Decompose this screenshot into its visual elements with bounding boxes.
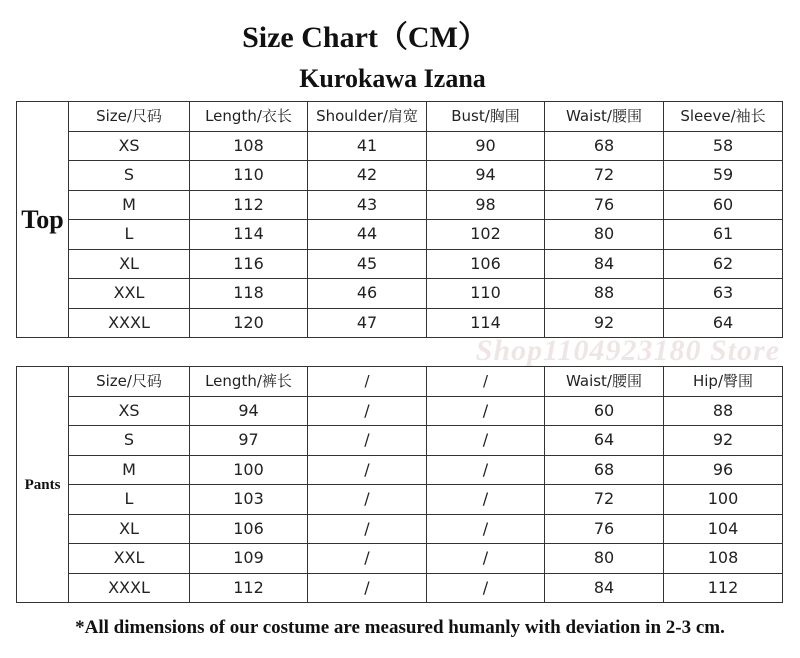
top-section-label: Top bbox=[17, 102, 69, 338]
top-column-header: Length/衣长 bbox=[190, 102, 308, 132]
pants-value-cell: 72 bbox=[545, 485, 664, 515]
pants-column-header: Size/尺码 bbox=[69, 367, 190, 397]
top-value-cell: 112 bbox=[190, 190, 308, 220]
top-table-row bbox=[17, 249, 783, 279]
top-value-cell: 64 bbox=[664, 308, 783, 338]
pants-value-cell: / bbox=[308, 485, 427, 515]
top-table-row bbox=[17, 131, 783, 161]
pants-size-cell: L bbox=[69, 485, 190, 515]
pants-table-body bbox=[17, 367, 783, 603]
pants-value-cell: / bbox=[427, 455, 545, 485]
pants-value-cell: / bbox=[308, 426, 427, 456]
pants-size-table bbox=[16, 366, 783, 603]
top-value-cell: 108 bbox=[190, 131, 308, 161]
top-value-cell: 114 bbox=[190, 220, 308, 250]
top-value-cell: 45 bbox=[308, 249, 427, 279]
top-value-cell: 68 bbox=[545, 131, 664, 161]
top-size-cell: XS bbox=[69, 131, 190, 161]
pants-column-header: / bbox=[427, 367, 545, 397]
pants-table-row bbox=[17, 544, 783, 574]
top-value-cell: 88 bbox=[545, 279, 664, 309]
top-column-header: Waist/腰围 bbox=[545, 102, 664, 132]
top-value-cell: 80 bbox=[545, 220, 664, 250]
top-value-cell: 92 bbox=[545, 308, 664, 338]
top-value-cell: 116 bbox=[190, 249, 308, 279]
store-watermark: Shop1104923180 Store bbox=[475, 334, 780, 367]
pants-value-cell: 68 bbox=[545, 455, 664, 485]
top-value-cell: 60 bbox=[664, 190, 783, 220]
pants-column-header: Hip/臀围 bbox=[664, 367, 783, 397]
top-value-cell: 42 bbox=[308, 161, 427, 191]
top-size-cell: L bbox=[69, 220, 190, 250]
measurement-footnote: *All dimensions of our costume are measured humanly with deviation in 2-3 cm. bbox=[75, 617, 725, 638]
top-size-cell: S bbox=[69, 161, 190, 191]
top-value-cell: 102 bbox=[427, 220, 545, 250]
top-column-header: Shoulder/肩宽 bbox=[308, 102, 427, 132]
pants-value-cell: / bbox=[308, 544, 427, 574]
top-value-cell: 62 bbox=[664, 249, 783, 279]
pants-size-cell: XS bbox=[69, 396, 190, 426]
pants-header-row bbox=[17, 367, 783, 397]
pants-table-row bbox=[17, 573, 783, 603]
pants-value-cell: 109 bbox=[190, 544, 308, 574]
pants-value-cell: / bbox=[427, 396, 545, 426]
pants-size-cell: XXL bbox=[69, 544, 190, 574]
pants-size-cell: XL bbox=[69, 514, 190, 544]
page-subtitle: Kurokawa Izana bbox=[299, 64, 486, 93]
pants-value-cell: / bbox=[308, 396, 427, 426]
pants-value-cell: 112 bbox=[190, 573, 308, 603]
pants-value-cell: 96 bbox=[664, 455, 783, 485]
top-value-cell: 114 bbox=[427, 308, 545, 338]
pants-value-cell: 106 bbox=[190, 514, 308, 544]
top-size-cell: M bbox=[69, 190, 190, 220]
top-value-cell: 94 bbox=[427, 161, 545, 191]
top-value-cell: 110 bbox=[427, 279, 545, 309]
pants-size-cell: M bbox=[69, 455, 190, 485]
pants-value-cell: / bbox=[308, 573, 427, 603]
top-column-header: Sleeve/袖长 bbox=[664, 102, 783, 132]
pants-value-cell: 60 bbox=[545, 396, 664, 426]
pants-value-cell: 104 bbox=[664, 514, 783, 544]
top-value-cell: 90 bbox=[427, 131, 545, 161]
pants-value-cell: / bbox=[308, 455, 427, 485]
pants-table-row bbox=[17, 426, 783, 456]
top-table-row bbox=[17, 220, 783, 250]
page-title: Size Chart（CM） bbox=[242, 21, 488, 54]
top-table-row bbox=[17, 279, 783, 309]
top-value-cell: 84 bbox=[545, 249, 664, 279]
pants-column-header: / bbox=[308, 367, 427, 397]
pants-section-label: Pants bbox=[17, 367, 69, 603]
pants-value-cell: 103 bbox=[190, 485, 308, 515]
top-value-cell: 41 bbox=[308, 131, 427, 161]
top-value-cell: 44 bbox=[308, 220, 427, 250]
top-value-cell: 47 bbox=[308, 308, 427, 338]
top-table-row bbox=[17, 190, 783, 220]
pants-value-cell: / bbox=[427, 544, 545, 574]
pants-table-row bbox=[17, 514, 783, 544]
pants-value-cell: / bbox=[427, 485, 545, 515]
top-header-row bbox=[17, 102, 783, 132]
top-value-cell: 46 bbox=[308, 279, 427, 309]
pants-value-cell: 100 bbox=[664, 485, 783, 515]
top-value-cell: 120 bbox=[190, 308, 308, 338]
pants-value-cell: 112 bbox=[664, 573, 783, 603]
top-value-cell: 43 bbox=[308, 190, 427, 220]
pants-value-cell: / bbox=[308, 514, 427, 544]
top-size-table bbox=[16, 101, 783, 338]
top-value-cell: 110 bbox=[190, 161, 308, 191]
pants-value-cell: 64 bbox=[545, 426, 664, 456]
pants-size-cell: S bbox=[69, 426, 190, 456]
top-column-header: Bust/胸围 bbox=[427, 102, 545, 132]
pants-table-row bbox=[17, 485, 783, 515]
pants-column-header: Waist/腰围 bbox=[545, 367, 664, 397]
pants-value-cell: 97 bbox=[190, 426, 308, 456]
pants-value-cell: 94 bbox=[190, 396, 308, 426]
top-column-header: Size/尺码 bbox=[69, 102, 190, 132]
pants-value-cell: / bbox=[427, 426, 545, 456]
top-value-cell: 61 bbox=[664, 220, 783, 250]
pants-table-row bbox=[17, 396, 783, 426]
top-table-body bbox=[17, 102, 783, 338]
top-value-cell: 118 bbox=[190, 279, 308, 309]
pants-column-header: Length/裤长 bbox=[190, 367, 308, 397]
pants-value-cell: 108 bbox=[664, 544, 783, 574]
top-value-cell: 106 bbox=[427, 249, 545, 279]
top-table-row bbox=[17, 161, 783, 191]
top-value-cell: 63 bbox=[664, 279, 783, 309]
pants-value-cell: 100 bbox=[190, 455, 308, 485]
pants-value-cell: 92 bbox=[664, 426, 783, 456]
top-value-cell: 58 bbox=[664, 131, 783, 161]
top-value-cell: 98 bbox=[427, 190, 545, 220]
pants-value-cell: 76 bbox=[545, 514, 664, 544]
top-value-cell: 72 bbox=[545, 161, 664, 191]
top-size-cell: XXL bbox=[69, 279, 190, 309]
top-size-cell: XXXL bbox=[69, 308, 190, 338]
pants-value-cell: 88 bbox=[664, 396, 783, 426]
pants-value-cell: / bbox=[427, 573, 545, 603]
pants-size-cell: XXXL bbox=[69, 573, 190, 603]
pants-value-cell: 80 bbox=[545, 544, 664, 574]
pants-value-cell: / bbox=[427, 514, 545, 544]
pants-value-cell: 84 bbox=[545, 573, 664, 603]
pants-table-row bbox=[17, 455, 783, 485]
top-value-cell: 76 bbox=[545, 190, 664, 220]
top-size-cell: XL bbox=[69, 249, 190, 279]
top-value-cell: 59 bbox=[664, 161, 783, 191]
